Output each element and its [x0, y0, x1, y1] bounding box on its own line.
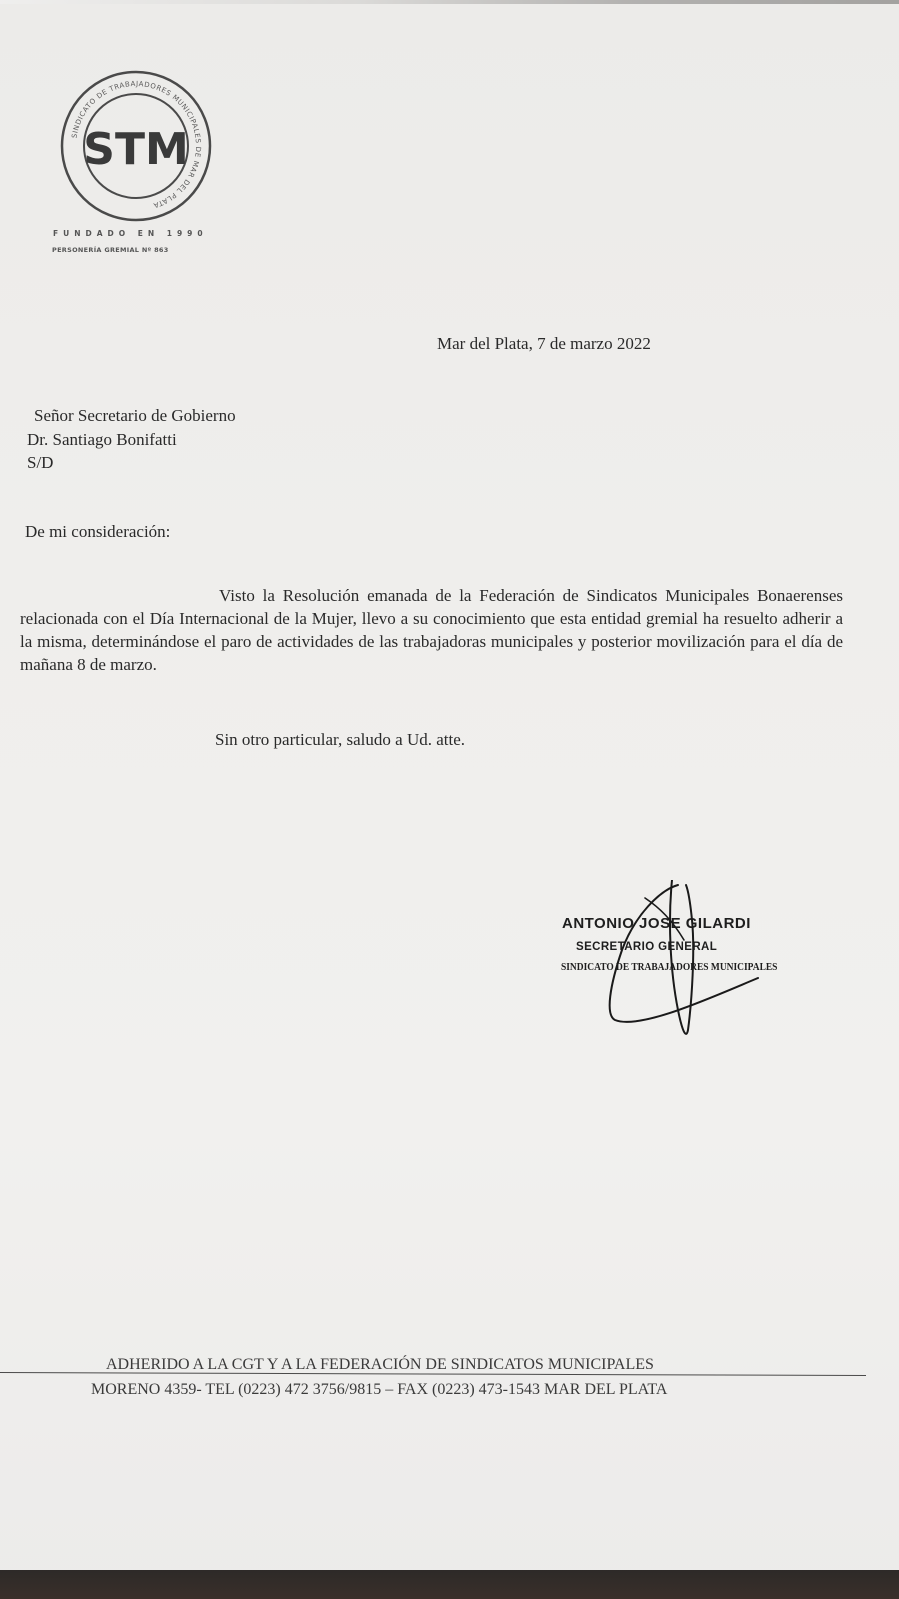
- handwritten-signature: [600, 880, 770, 1055]
- union-logo: [56, 66, 216, 226]
- founded-caption: FUNDADO EN 1990: [53, 229, 208, 238]
- signatory-organization: SINDICATO DE TRABAJADORES MUNICIPALES: [561, 962, 778, 973]
- letter-date: Mar del Plata, 7 de marzo 2022: [437, 334, 651, 353]
- signatory-title: SECRETARIO GENERAL: [576, 941, 718, 953]
- letter-body: Visto la Resolución emanada de la Federación de Sindicatos Municipales Bonaerenses relacionada con el Día Internacional de la Mujer, llevo a su conocimiento que esta entidad gremial ha resuelto adherir a la misma, determinándose el paro de actividades de las trabajadoras municipales y posterior movilización para el día de mañana 8 de marzo.: [20, 586, 843, 674]
- footer-affiliation: ADHERIDO A LA CGT Y A LA FEDERACIÓN DE SINDICATOS MUNICIPALES: [106, 1356, 654, 1373]
- logo-mark: STM: [83, 124, 189, 175]
- recipient-name: Dr. Santiago Bonifatti: [27, 430, 177, 449]
- footer-contact: MORENO 4359- TEL (0223) 472 3756/9815 – FAX (0223) 473-1543 MAR DEL PLATA: [91, 1381, 668, 1398]
- logo-ring-text: SINDICATO DE TRABAJADORES MUNICIPALES DE MAR DEL PLATA: [70, 79, 203, 210]
- closing-line: Sin otro particular, saludo a Ud. atte.: [215, 730, 466, 749]
- paper-edge-shadow: [0, 0, 899, 4]
- recipient-sd: S/D: [27, 453, 54, 472]
- background-surface: [0, 1570, 899, 1599]
- signatory-name: ANTONIO JOSE GILARDI: [562, 915, 751, 932]
- salutation: De mi consideración:: [25, 522, 171, 541]
- registration-caption: PERSONERÍA GREMIAL Nº 863: [52, 246, 169, 254]
- footer-divider: [0, 1372, 866, 1376]
- recipient-title: Señor Secretario de Gobierno: [34, 406, 236, 425]
